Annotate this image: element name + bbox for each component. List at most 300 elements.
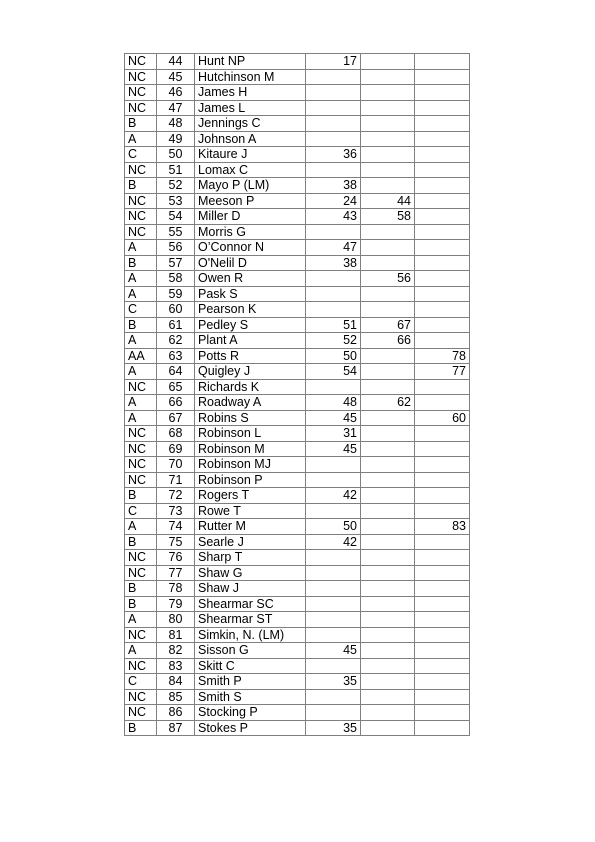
score-2-cell	[361, 441, 415, 457]
table-row	[125, 519, 470, 535]
grade-cell: NC	[125, 627, 157, 643]
grade-cell: A	[125, 519, 157, 535]
score-1-cell: 42	[306, 488, 361, 504]
member-number-cell: 65	[157, 379, 195, 395]
member-number-cell: 47	[157, 100, 195, 116]
grade-cell: C	[125, 147, 157, 163]
score-3-cell	[415, 85, 470, 101]
score-1-cell	[306, 472, 361, 488]
member-name-cell: Johnson A	[195, 131, 306, 147]
score-3-cell	[415, 488, 470, 504]
score-1-cell	[306, 581, 361, 597]
table-row	[125, 286, 470, 302]
score-3-cell	[415, 658, 470, 674]
member-name-cell: Roadway A	[195, 395, 306, 411]
table-row	[125, 488, 470, 504]
table-row	[125, 69, 470, 85]
table-row	[125, 224, 470, 240]
score-1-cell: 35	[306, 720, 361, 736]
grade-cell: A	[125, 612, 157, 628]
member-name-cell: Shearmar SC	[195, 596, 306, 612]
member-number-cell: 49	[157, 131, 195, 147]
member-name-cell: Searle J	[195, 534, 306, 550]
member-number-cell: 66	[157, 395, 195, 411]
score-2-cell	[361, 612, 415, 628]
member-name-cell: O'Nelil D	[195, 255, 306, 271]
member-number-cell: 73	[157, 503, 195, 519]
member-name-cell: Potts R	[195, 348, 306, 364]
score-1-cell: 31	[306, 426, 361, 442]
member-number-cell: 82	[157, 643, 195, 659]
grade-cell: A	[125, 333, 157, 349]
member-number-cell: 53	[157, 193, 195, 209]
score-3-cell	[415, 333, 470, 349]
score-2-cell	[361, 364, 415, 380]
grade-cell: NC	[125, 209, 157, 225]
member-number-cell: 54	[157, 209, 195, 225]
table-row	[125, 705, 470, 721]
table-row	[125, 364, 470, 380]
score-2-cell	[361, 565, 415, 581]
score-2-cell	[361, 131, 415, 147]
score-1-cell: 50	[306, 348, 361, 364]
score-1-cell: 50	[306, 519, 361, 535]
score-3-cell: 83	[415, 519, 470, 535]
member-number-cell: 56	[157, 240, 195, 256]
member-number-cell: 72	[157, 488, 195, 504]
score-3-cell	[415, 162, 470, 178]
member-name-cell: Owen R	[195, 271, 306, 287]
member-number-cell: 44	[157, 54, 195, 70]
table-row	[125, 317, 470, 333]
score-1-cell: 35	[306, 674, 361, 690]
member-number-cell: 71	[157, 472, 195, 488]
score-2-cell	[361, 69, 415, 85]
score-2-cell: 58	[361, 209, 415, 225]
score-2-cell	[361, 286, 415, 302]
score-1-cell	[306, 69, 361, 85]
table-row	[125, 674, 470, 690]
score-3-cell: 78	[415, 348, 470, 364]
score-3-cell	[415, 69, 470, 85]
member-number-cell: 57	[157, 255, 195, 271]
grade-cell: A	[125, 131, 157, 147]
score-1-cell	[306, 379, 361, 395]
score-3-cell	[415, 193, 470, 209]
score-2-cell	[361, 178, 415, 194]
score-2-cell	[361, 162, 415, 178]
table-row	[125, 178, 470, 194]
score-3-cell	[415, 116, 470, 132]
score-1-cell	[306, 116, 361, 132]
table-row	[125, 255, 470, 271]
member-number-cell: 77	[157, 565, 195, 581]
member-number-cell: 74	[157, 519, 195, 535]
member-number-cell: 81	[157, 627, 195, 643]
member-name-cell: Hunt NP	[195, 54, 306, 70]
score-3-cell	[415, 565, 470, 581]
grade-cell: A	[125, 643, 157, 659]
table-body	[125, 54, 470, 736]
grade-cell: NC	[125, 550, 157, 566]
score-1-cell	[306, 689, 361, 705]
score-3-cell	[415, 131, 470, 147]
member-number-cell: 45	[157, 69, 195, 85]
member-name-cell: Miller D	[195, 209, 306, 225]
member-number-cell: 51	[157, 162, 195, 178]
score-2-cell	[361, 54, 415, 70]
score-1-cell	[306, 503, 361, 519]
score-2-cell: 44	[361, 193, 415, 209]
score-1-cell: 52	[306, 333, 361, 349]
table-row	[125, 565, 470, 581]
score-1-cell: 36	[306, 147, 361, 163]
score-3-cell: 60	[415, 410, 470, 426]
member-name-cell: Shaw J	[195, 581, 306, 597]
table-row	[125, 689, 470, 705]
grade-cell: NC	[125, 472, 157, 488]
member-number-cell: 86	[157, 705, 195, 721]
member-name-cell: Meeson P	[195, 193, 306, 209]
table-row	[125, 240, 470, 256]
member-name-cell: Skitt C	[195, 658, 306, 674]
member-name-cell: Kitaure J	[195, 147, 306, 163]
score-2-cell	[361, 302, 415, 318]
grade-cell: NC	[125, 224, 157, 240]
grade-cell: AA	[125, 348, 157, 364]
grade-cell: A	[125, 364, 157, 380]
grade-cell: C	[125, 302, 157, 318]
grade-cell: NC	[125, 54, 157, 70]
score-3-cell	[415, 581, 470, 597]
member-number-cell: 68	[157, 426, 195, 442]
member-name-cell: James L	[195, 100, 306, 116]
grade-cell: A	[125, 410, 157, 426]
member-name-cell: Stocking P	[195, 705, 306, 721]
table-row	[125, 162, 470, 178]
table-row	[125, 54, 470, 70]
table-row	[125, 581, 470, 597]
grade-cell: NC	[125, 689, 157, 705]
score-3-cell	[415, 441, 470, 457]
score-1-cell	[306, 224, 361, 240]
member-number-cell: 83	[157, 658, 195, 674]
grade-cell: A	[125, 286, 157, 302]
table-row	[125, 658, 470, 674]
member-name-cell: Sharp T	[195, 550, 306, 566]
member-name-cell: Mayo P (LM)	[195, 178, 306, 194]
score-3-cell	[415, 379, 470, 395]
member-number-cell: 58	[157, 271, 195, 287]
grade-cell: A	[125, 395, 157, 411]
score-2-cell	[361, 658, 415, 674]
member-name-cell: Robinson P	[195, 472, 306, 488]
score-2-cell	[361, 255, 415, 271]
score-1-cell	[306, 131, 361, 147]
score-1-cell	[306, 627, 361, 643]
score-3-cell	[415, 705, 470, 721]
grade-cell: NC	[125, 705, 157, 721]
member-name-cell: Shearmar ST	[195, 612, 306, 628]
score-2-cell	[361, 224, 415, 240]
score-1-cell: 45	[306, 441, 361, 457]
member-number-cell: 48	[157, 116, 195, 132]
score-2-cell	[361, 379, 415, 395]
score-2-cell	[361, 100, 415, 116]
member-number-cell: 70	[157, 457, 195, 473]
table-row	[125, 302, 470, 318]
score-3-cell	[415, 457, 470, 473]
member-name-cell: Hutchinson M	[195, 69, 306, 85]
score-2-cell	[361, 581, 415, 597]
member-name-cell: Pedley S	[195, 317, 306, 333]
score-1-cell: 24	[306, 193, 361, 209]
score-2-cell	[361, 116, 415, 132]
score-2-cell	[361, 240, 415, 256]
member-number-cell: 61	[157, 317, 195, 333]
member-name-cell: Robins S	[195, 410, 306, 426]
table-row	[125, 85, 470, 101]
member-name-cell: Richards K	[195, 379, 306, 395]
member-name-cell: Jennings C	[195, 116, 306, 132]
member-number-cell: 64	[157, 364, 195, 380]
score-1-cell: 48	[306, 395, 361, 411]
member-number-cell: 87	[157, 720, 195, 736]
member-name-cell: Rogers T	[195, 488, 306, 504]
table-row	[125, 612, 470, 628]
score-1-cell: 38	[306, 178, 361, 194]
grade-cell: B	[125, 488, 157, 504]
score-3-cell	[415, 612, 470, 628]
member-number-cell: 80	[157, 612, 195, 628]
grade-cell: A	[125, 240, 157, 256]
score-2-cell	[361, 488, 415, 504]
score-1-cell: 45	[306, 410, 361, 426]
member-number-cell: 67	[157, 410, 195, 426]
score-3-cell	[415, 271, 470, 287]
table-row	[125, 410, 470, 426]
score-2-cell	[361, 147, 415, 163]
member-number-cell: 76	[157, 550, 195, 566]
member-name-cell: O’Connor N	[195, 240, 306, 256]
score-1-cell	[306, 457, 361, 473]
grade-cell: B	[125, 720, 157, 736]
grade-cell: NC	[125, 85, 157, 101]
score-3-cell	[415, 395, 470, 411]
score-2-cell	[361, 643, 415, 659]
table-row	[125, 193, 470, 209]
grade-cell: B	[125, 596, 157, 612]
member-name-cell: Smith P	[195, 674, 306, 690]
score-2-cell	[361, 426, 415, 442]
score-2-cell	[361, 472, 415, 488]
score-2-cell	[361, 705, 415, 721]
score-1-cell	[306, 302, 361, 318]
score-2-cell	[361, 689, 415, 705]
score-3-cell	[415, 689, 470, 705]
score-1-cell	[306, 286, 361, 302]
table-row	[125, 209, 470, 225]
score-3-cell	[415, 100, 470, 116]
grade-cell: B	[125, 116, 157, 132]
score-2-cell	[361, 457, 415, 473]
member-name-cell: Pask S	[195, 286, 306, 302]
score-1-cell: 17	[306, 54, 361, 70]
member-number-cell: 75	[157, 534, 195, 550]
score-1-cell	[306, 271, 361, 287]
score-3-cell	[415, 224, 470, 240]
table-row	[125, 720, 470, 736]
table-row	[125, 550, 470, 566]
grade-cell: B	[125, 581, 157, 597]
score-2-cell	[361, 596, 415, 612]
score-3-cell	[415, 147, 470, 163]
member-number-cell: 63	[157, 348, 195, 364]
score-1-cell	[306, 565, 361, 581]
score-3-cell	[415, 286, 470, 302]
score-2-cell	[361, 627, 415, 643]
member-name-cell: Robinson M	[195, 441, 306, 457]
grade-cell: B	[125, 534, 157, 550]
score-1-cell	[306, 612, 361, 628]
score-3-cell	[415, 627, 470, 643]
member-number-cell: 60	[157, 302, 195, 318]
grade-cell: NC	[125, 426, 157, 442]
score-3-cell	[415, 643, 470, 659]
member-name-cell: Quigley J	[195, 364, 306, 380]
member-name-cell: Simkin, N. (LM)	[195, 627, 306, 643]
score-3-cell	[415, 720, 470, 736]
grade-cell: B	[125, 317, 157, 333]
score-1-cell	[306, 596, 361, 612]
member-number-cell: 78	[157, 581, 195, 597]
table-row	[125, 426, 470, 442]
grade-cell: NC	[125, 100, 157, 116]
member-name-cell: Plant A	[195, 333, 306, 349]
table-row	[125, 503, 470, 519]
grade-cell: NC	[125, 565, 157, 581]
score-2-cell: 66	[361, 333, 415, 349]
member-name-cell: Stokes P	[195, 720, 306, 736]
score-2-cell: 62	[361, 395, 415, 411]
member-name-cell: Pearson K	[195, 302, 306, 318]
table-row	[125, 534, 470, 550]
score-2-cell	[361, 720, 415, 736]
score-1-cell: 42	[306, 534, 361, 550]
table-row	[125, 395, 470, 411]
table-row	[125, 131, 470, 147]
table-row	[125, 100, 470, 116]
score-3-cell	[415, 209, 470, 225]
member-number-cell: 59	[157, 286, 195, 302]
score-1-cell	[306, 705, 361, 721]
score-1-cell	[306, 162, 361, 178]
score-3-cell	[415, 317, 470, 333]
score-3-cell	[415, 596, 470, 612]
member-number-cell: 84	[157, 674, 195, 690]
table-row	[125, 333, 470, 349]
member-name-cell: Rutter M	[195, 519, 306, 535]
table-row	[125, 271, 470, 287]
grade-cell: NC	[125, 193, 157, 209]
grade-cell: C	[125, 503, 157, 519]
score-3-cell	[415, 426, 470, 442]
grade-cell: NC	[125, 69, 157, 85]
score-3-cell	[415, 255, 470, 271]
grade-cell: NC	[125, 441, 157, 457]
table-row	[125, 441, 470, 457]
score-2-cell	[361, 534, 415, 550]
member-name-cell: Robinson MJ	[195, 457, 306, 473]
score-3-cell	[415, 472, 470, 488]
member-name-cell: Sisson G	[195, 643, 306, 659]
member-number-cell: 50	[157, 147, 195, 163]
score-1-cell: 54	[306, 364, 361, 380]
score-1-cell	[306, 658, 361, 674]
score-2-cell	[361, 410, 415, 426]
score-1-cell: 51	[306, 317, 361, 333]
table-row	[125, 457, 470, 473]
score-3-cell	[415, 54, 470, 70]
grade-cell: NC	[125, 379, 157, 395]
score-3-cell: 77	[415, 364, 470, 380]
member-name-cell: Morris G	[195, 224, 306, 240]
grade-cell: NC	[125, 658, 157, 674]
score-3-cell	[415, 302, 470, 318]
score-1-cell	[306, 100, 361, 116]
member-name-cell: Robinson L	[195, 426, 306, 442]
grade-cell: B	[125, 178, 157, 194]
score-2-cell	[361, 550, 415, 566]
member-number-cell: 55	[157, 224, 195, 240]
grade-cell: NC	[125, 457, 157, 473]
score-3-cell	[415, 550, 470, 566]
grade-cell: NC	[125, 162, 157, 178]
score-1-cell: 47	[306, 240, 361, 256]
member-name-cell: James H	[195, 85, 306, 101]
score-2-cell	[361, 503, 415, 519]
member-name-cell: Lomax C	[195, 162, 306, 178]
grade-cell: C	[125, 674, 157, 690]
score-2-cell: 56	[361, 271, 415, 287]
table-row	[125, 596, 470, 612]
score-3-cell	[415, 534, 470, 550]
member-number-cell: 52	[157, 178, 195, 194]
member-name-cell: Smith S	[195, 689, 306, 705]
score-2-cell: 67	[361, 317, 415, 333]
table-row	[125, 147, 470, 163]
score-3-cell	[415, 503, 470, 519]
member-name-cell: Rowe T	[195, 503, 306, 519]
score-1-cell: 38	[306, 255, 361, 271]
score-1-cell	[306, 550, 361, 566]
score-2-cell	[361, 519, 415, 535]
member-number-cell: 69	[157, 441, 195, 457]
table-row	[125, 472, 470, 488]
member-number-cell: 85	[157, 689, 195, 705]
table-row	[125, 379, 470, 395]
table-row	[125, 627, 470, 643]
score-1-cell	[306, 85, 361, 101]
score-2-cell	[361, 674, 415, 690]
score-1-cell: 45	[306, 643, 361, 659]
table-row	[125, 643, 470, 659]
table-row	[125, 116, 470, 132]
grade-cell: B	[125, 255, 157, 271]
score-2-cell	[361, 85, 415, 101]
score-3-cell	[415, 240, 470, 256]
score-3-cell	[415, 674, 470, 690]
